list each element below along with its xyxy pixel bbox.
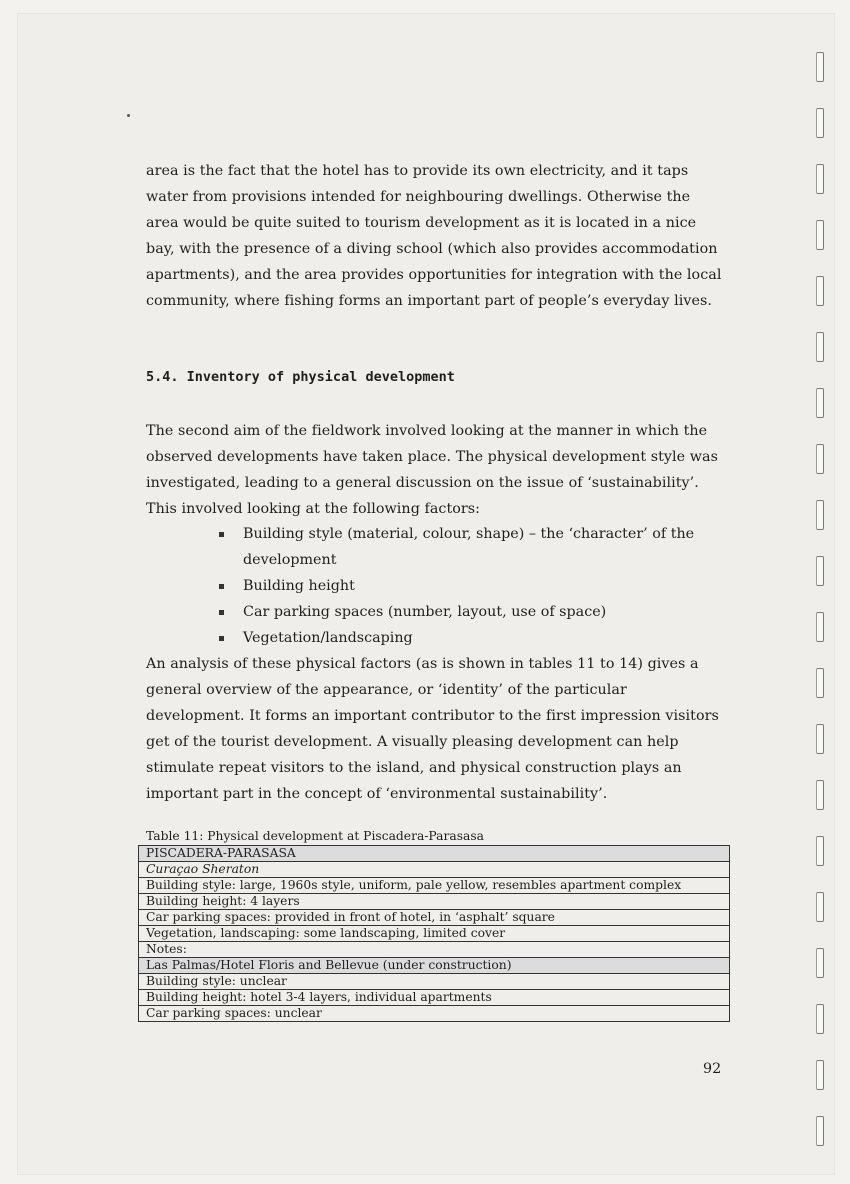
binding-hole xyxy=(816,1060,824,1090)
table-row xyxy=(139,846,730,862)
list-item: Vegetation/landscaping xyxy=(218,625,718,651)
table-row xyxy=(139,974,730,990)
binding-hole xyxy=(816,52,824,82)
factor-list xyxy=(218,521,718,651)
page-number: 92 xyxy=(703,1061,722,1077)
binding-hole xyxy=(816,164,824,194)
physical-development-table xyxy=(138,845,730,1022)
list-item: Car parking spaces (number, layout, use of space) xyxy=(218,599,718,625)
table-row xyxy=(139,862,730,878)
table-caption: Table 11: Physical development at Piscadera-Parasasa xyxy=(146,829,484,843)
binding-hole xyxy=(816,1004,824,1034)
table-cell: Building style: unclear xyxy=(139,974,730,990)
table-cell: Las Palmas/Hotel Floris and Bellevue (under construction) xyxy=(139,958,730,974)
binding-hole xyxy=(816,500,824,530)
binding-hole xyxy=(816,332,824,362)
table-cell: Car parking spaces: unclear xyxy=(139,1006,730,1022)
table-row xyxy=(139,1006,730,1022)
table-row xyxy=(139,990,730,1006)
table-cell: PISCADERA-PARASASA xyxy=(139,846,730,862)
binding-hole xyxy=(816,948,824,978)
binding-hole xyxy=(816,276,824,306)
table-row xyxy=(139,958,730,974)
table-row xyxy=(139,910,730,926)
table-row xyxy=(139,926,730,942)
table-cell: Curaçao Sheraton xyxy=(139,862,730,878)
list-item: Building height xyxy=(218,573,718,599)
binding-hole xyxy=(816,612,824,642)
binding-hole xyxy=(816,668,824,698)
stray-mark xyxy=(127,114,130,117)
binding-hole xyxy=(816,388,824,418)
binding-hole xyxy=(816,836,824,866)
table-row xyxy=(139,878,730,894)
section-heading: 5.4. Inventory of physical development xyxy=(146,369,455,385)
table-row xyxy=(139,942,730,958)
list-item: Building style (material, colour, shape) – the ‘character’ of the development xyxy=(218,521,718,573)
table-cell: Car parking spaces: provided in front of hotel, in ‘asphalt’ square xyxy=(139,910,730,926)
binding-hole xyxy=(816,556,824,586)
binding-hole xyxy=(816,444,824,474)
binding-hole xyxy=(816,1116,824,1146)
binding-hole xyxy=(816,220,824,250)
binding-hole xyxy=(816,724,824,754)
table-cell: Vegetation, landscaping: some landscaping, limited cover xyxy=(139,926,730,942)
binding-hole xyxy=(816,108,824,138)
binding-hole xyxy=(816,892,824,922)
table-cell: Notes: xyxy=(139,942,730,958)
table-row xyxy=(139,894,730,910)
table-cell: Building height: 4 layers xyxy=(139,894,730,910)
table-cell: Building style: large, 1960s style, uniform, pale yellow, resembles apartment complex xyxy=(139,878,730,894)
binding-hole xyxy=(816,780,824,810)
paragraph-analysis: An analysis of these physical factors (as is shown in tables 11 to 14) gives a general overview of the appearance, or ‘identity’ of the particular development. It forms an important contributor to the first impression visitors get of the tourist development. A visually pleasing development can help stimulate repeat visitors to the island, and physical construction plays an important part in the concept of ‘environmental sustainability’. xyxy=(146,656,719,802)
paragraph-fieldwork: The second aim of the fieldwork involved looking at the manner in which the observed developments have taken place. The physical development style was investigated, leading to a general discussion on the issue of ‘sustainability’. This involved looking at the following factors: xyxy=(146,423,719,517)
paragraph-intro: area is the fact that the hotel has to provide its own electricity, and it taps water from provisions intended for neighbouring dwellings. Otherwise the area would be quite suited to tourism development as it is located in a nice bay, with the presence of a diving school (which also provides accommodation apartments), and the area provides opportunities for integration with the local community, where fishing forms an important part of people’s everyday lives. xyxy=(146,163,722,309)
table-cell: Building height: hotel 3-4 layers, individual apartments xyxy=(139,990,730,1006)
